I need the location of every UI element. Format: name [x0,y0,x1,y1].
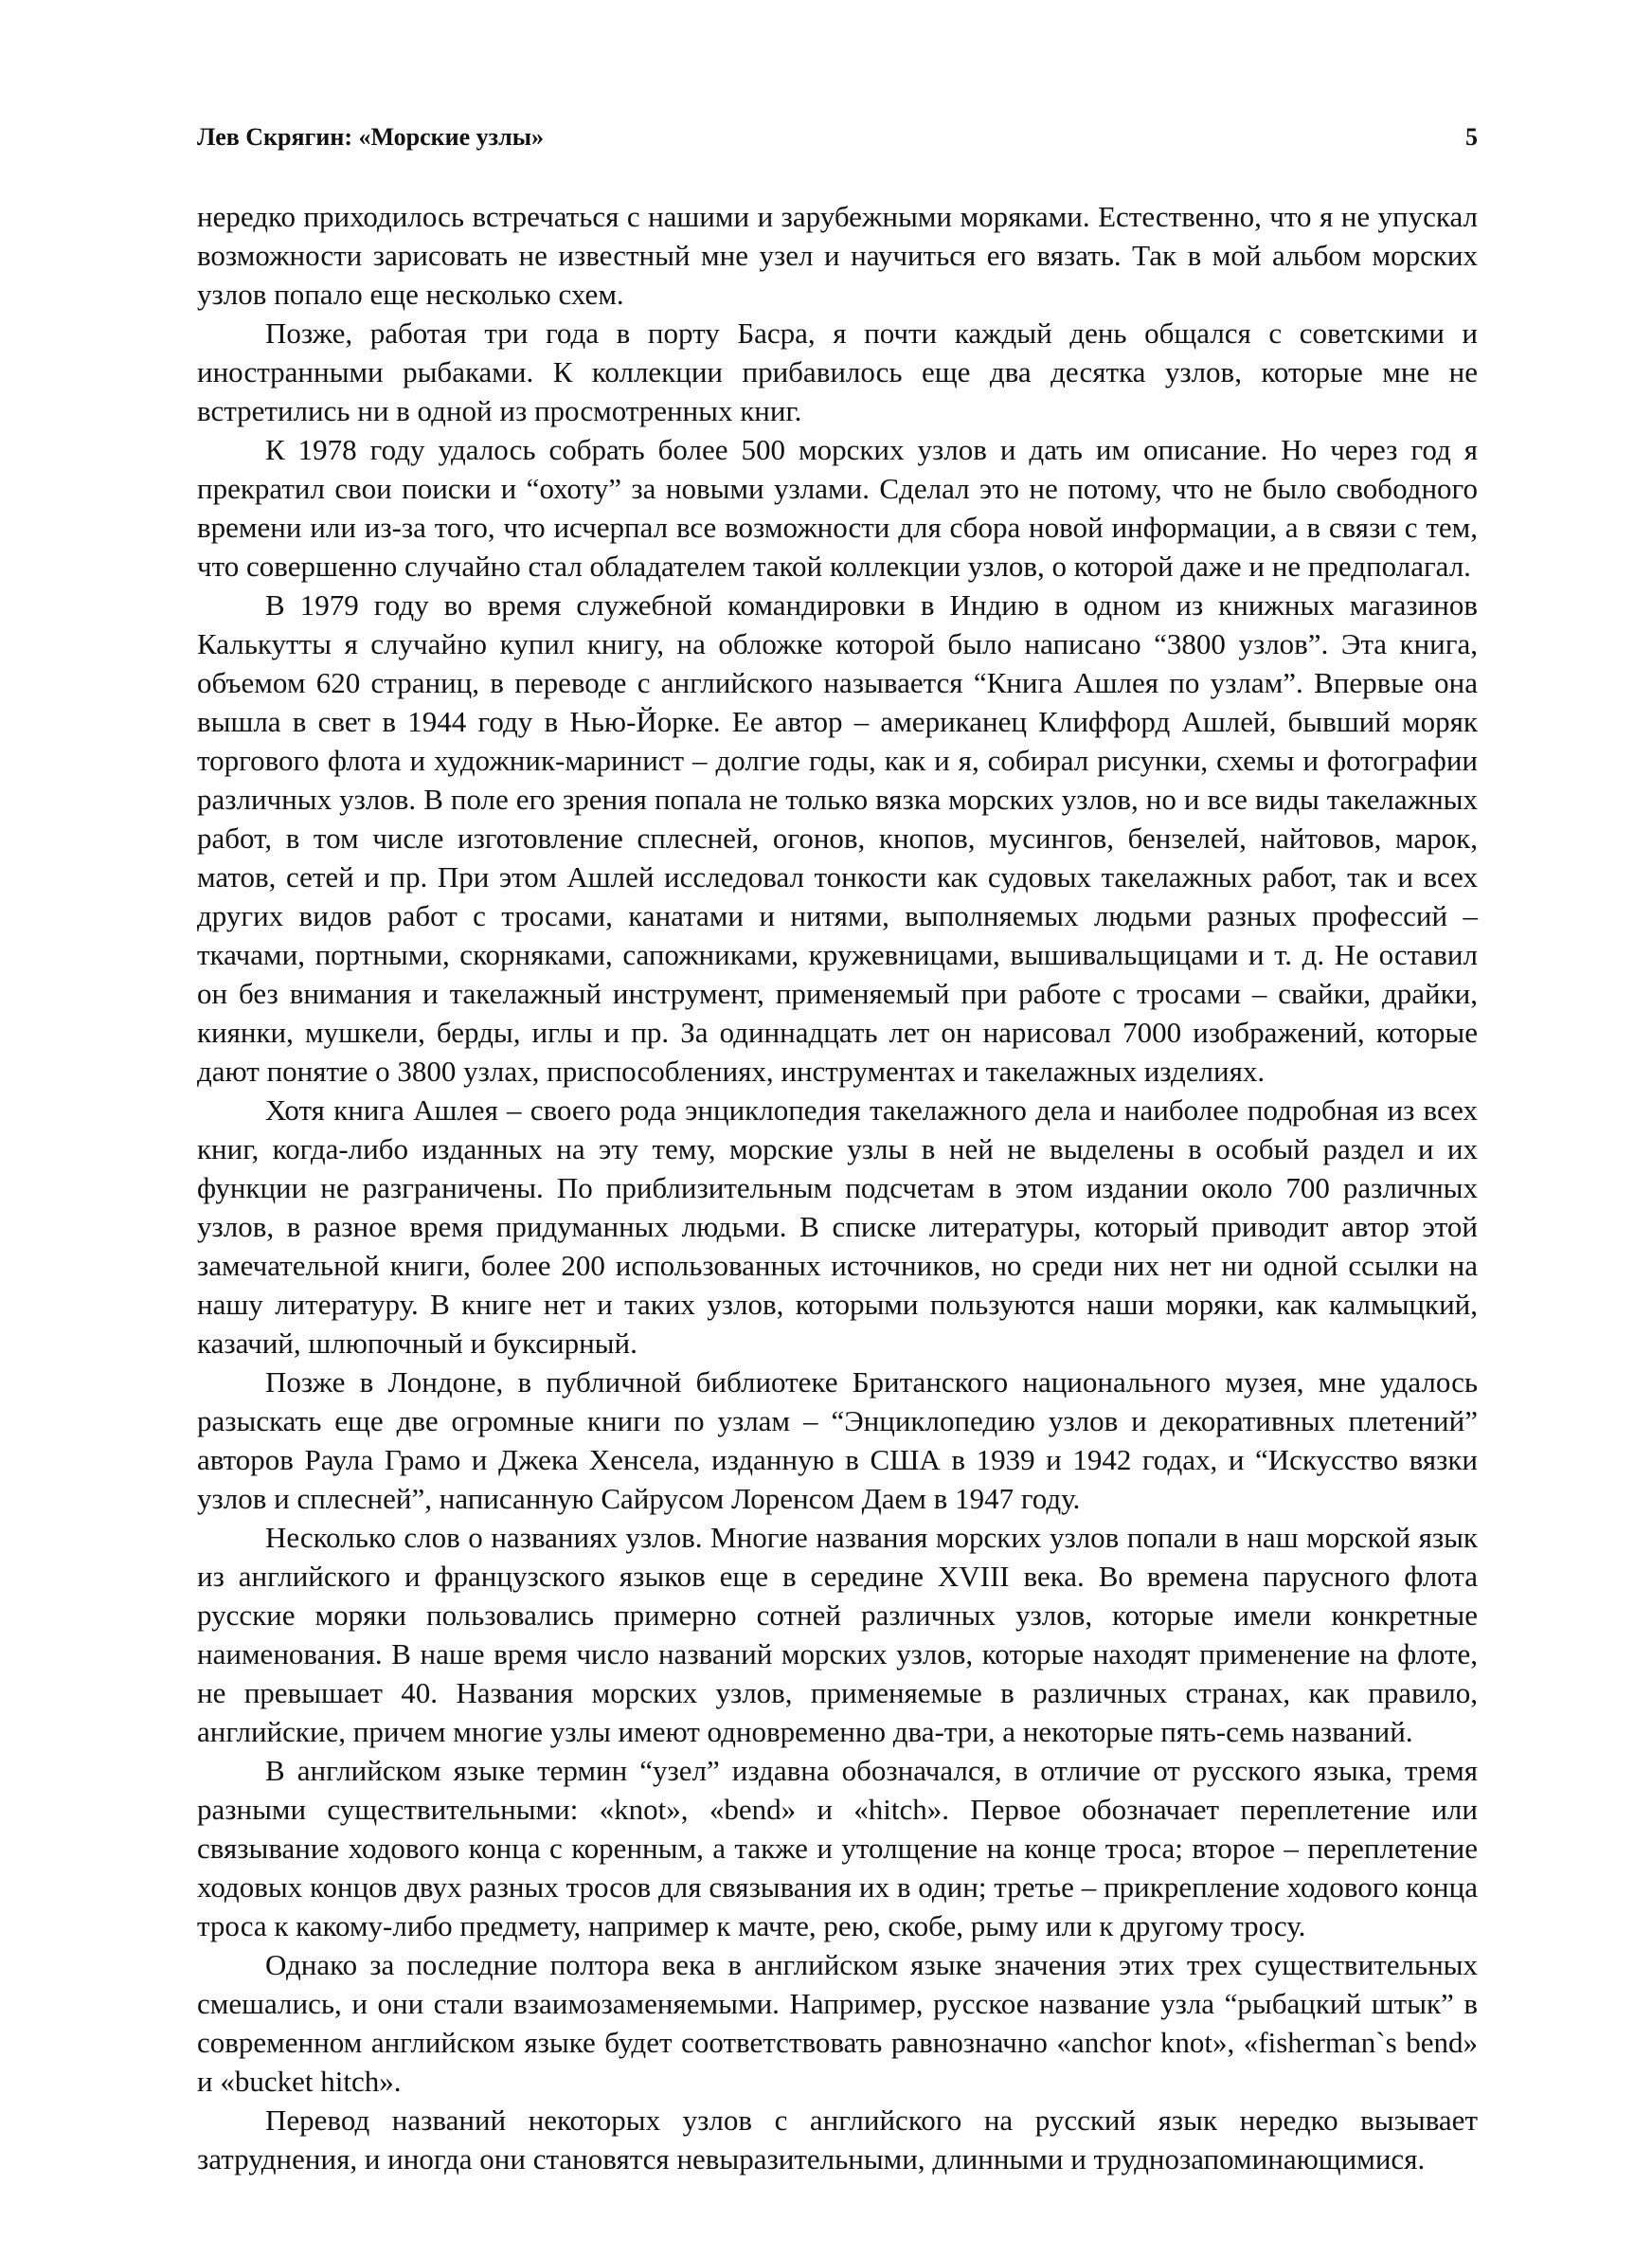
page-number: 5 [1465,123,1478,151]
paragraph: Перевод названий некоторых узлов с английского на русский язык нередко вызывает затруднения, и иногда они становятся невыразительными, длинными и труднозапоминающимися. [197,2104,1478,2176]
paragraph: Хотя книга Ашлея – своего рода энциклопедия такелажного дела и наиболее подробная из всех книг, когда-либо изданных на эту тему, морские узлы в ней не выделены в особый раздел и их функции не разграничены. По приблизительным подсчетам в этом издании около 700 различных узлов, в разное время придуманных людьми. В списке литературы, который приводит автор этой замечательной книги, более 200 использованных источников, но среди них нет ни одной ссылки на нашу литературу. В книге нет и таких узлов, которыми пользуются наши моряки, как калмыцкий, казачий, шлюпочный и буксирный. [197,1093,1478,1360]
paragraph: К 1978 году удалось собрать более 500 морских узлов и дать им описание. Но через год я прекратил свои поиски и “охоту” за новыми узлами. Сделал это не потому, что не было свободного времени или из-за того, что исчерпал все возможности для сбора новой информации, а в связи с тем, что совершенно случайно стал обладателем такой коллекции узлов, о которой даже и не предполагал. [197,433,1478,583]
body-text [197,197,1478,2178]
paragraph: Однако за последние полтора века в английском языке значения этих трех существительных смешались, и они стали взаимозаменяемыми. Например, русское название узла “рыбацкий штык” в современном английском языке будет соответствовать равнозначно «anchor knot», «fisherman`s bend» и «bucket hitch». [197,1948,1478,2098]
paragraph: Позже, работая три года в порту Басра, я почти каждый день общался с советскими и иностранными рыбаками. К коллекции прибавилось еще два десятка узлов, которые мне не встретились ни в одной из просмотренных книг. [197,316,1478,427]
paragraph: Несколько слов о названиях узлов. Многие названия морских узлов попали в наш морской язык из английского и французского языков еще в середине XVIII века. Во времена парусного флота русские моряки пользовались примерно сотней различных узлов, которые имели конкретные наименования. В наше время число названий морских узлов, которые находят применение на флоте, не превышает 40. Названия морских узлов, применяемые в различных странах, как правило, английские, причем многие узлы имеют одновременно два-три, а некоторые пять-семь названий. [197,1521,1478,1748]
running-header [197,118,1478,156]
paragraph-continuation: нередко приходилось встречаться с нашими и зарубежными моряками. Естественно, что я не упускал возможности зарисовать не известный мне узел и научиться его вязать. Так в мой альбом морских узлов попало еще несколько схем. [197,200,1478,311]
header-title: Лев Скрягин: «Морские узлы» [197,123,545,151]
paragraph: В английском языке термин “узел” издавна обозначался, в отличие от русского языка, тремя разными существительными: «knot», «bend» и «hitch». Первое обозначает переплетение или связывание ходового конца с коренным, а также и утолщение на конце троса; второе – переплетение ходовых концов двух разных тросов для связывания их в один; третье – прикрепление ходового конца троса к какому-либо предмету, например к мачте, рею, скобе, рыму или к другому тросу. [197,1754,1478,1942]
paragraph: Позже в Лондоне, в публичной библиотеке Британского национального музея, мне удалось разыскать еще две огромные книги по узлам – “Энциклопедию узлов и декоративных плетений” авторов Раула Грамо и Джека Хенсела, изданную в США в 1939 и 1942 годах, и “Искусство вязки узлов и сплесней”, написанную Сайрусом Лоренсом Даем в 1947 году. [197,1365,1478,1515]
paragraph: В 1979 году во время служебной командировки в Индию в одном из книжных магазинов Калькутты я случайно купил книгу, на обложке которой было написано “3800 узлов”. Эта книга, объемом 620 страниц, в переводе с английского называется “Книга Ашлея по узлам”. Впервые она вышла в свет в 1944 году в Нью-Йорке. Ее автор – американец Клиффорд Ашлей, бывший моряк торгового флота и художник-маринист – долгие годы, как и я, собирал рисунки, схемы и фотографии различных узлов. В поле его зрения попала не только вязка морских узлов, но и все виды такелажных работ, в том числе изготовление сплесней, огонов, кнопов, мусингов, бензелей, найтовов, марок, матов, сетей и пр. При этом Ашлей исследовал тонкости как судовых такелажных работ, так и всех других видов работ с тросами, канатами и нитями, выполняемых людьми разных профессий – ткачами, портными, скорняками, сапожниками, кружевницами, вышивальщицами и т. д. Не оставил он без внимания и такелажный инструмент, применяемый при работе с тросами – свайки, драйки, киянки, мушкели, берды, иглы и пр. За одиннадцать лет он нарисовал 7000 изображений, которые дают понятие о 3800 узлах, приспособлениях, инструментах и такелажных изделиях. [197,588,1478,1088]
